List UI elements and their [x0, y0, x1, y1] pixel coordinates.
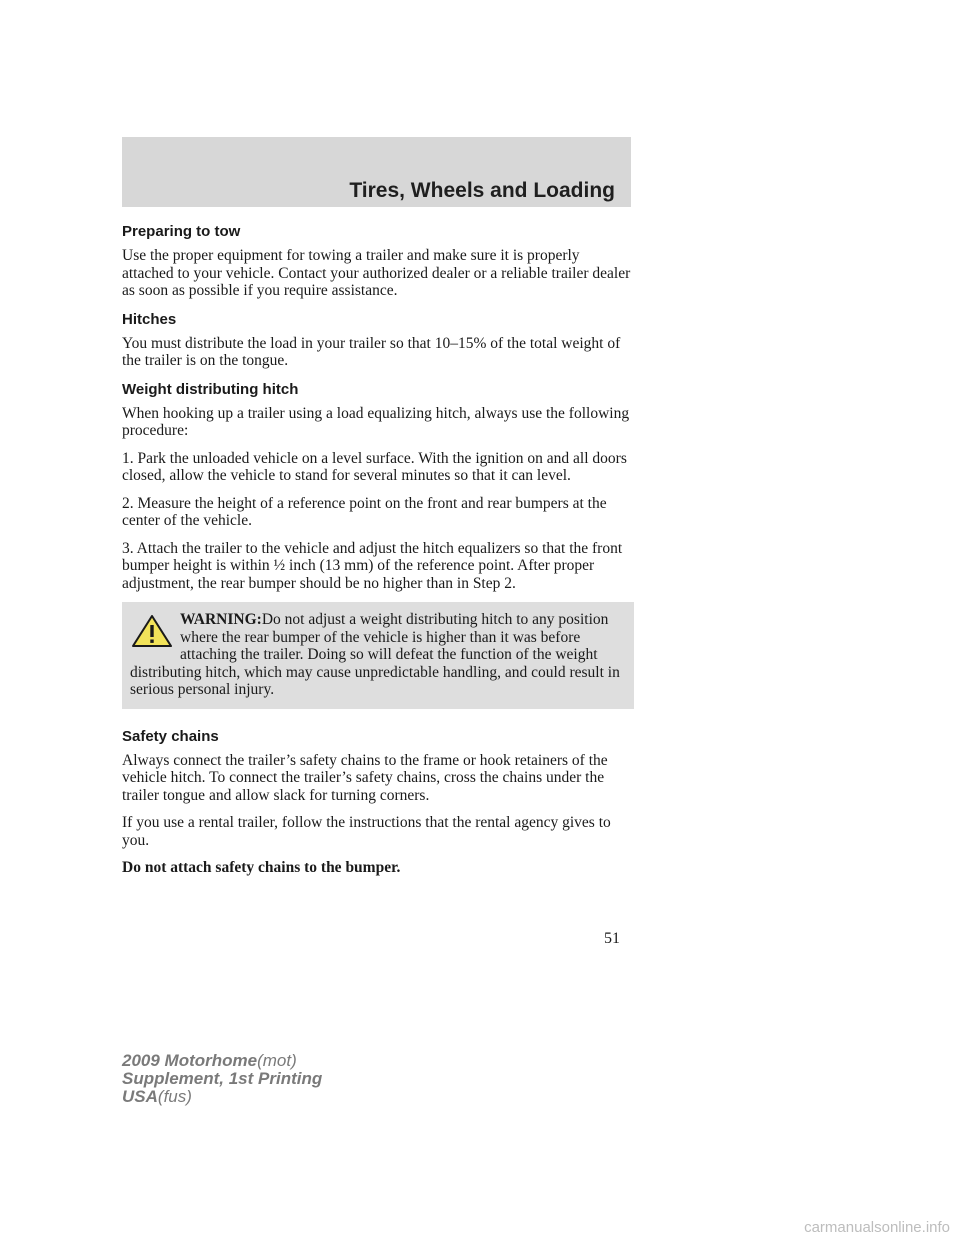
footer-line-1 — [122, 1052, 322, 1070]
paragraph-safety-1: Always connect the trailer’s safety chains to the frame or hook retainers of the vehicle hitch. To connect the trailer’s safety chains, cross the chains under the trailer tongue and allow slack for turning corners. — [122, 751, 608, 804]
section-title: Tires, Wheels and Loading — [349, 179, 615, 202]
footer-region: USA — [122, 1087, 158, 1106]
warning-text: Do not adjust a weight distributing hitch to any position where the rear bumper of the vehicle is higher than it was before attaching the trailer. Doing so will defeat the function of the weight distributing hitch, which may cause unpredictable handling, and could result in serious personal injury. — [130, 611, 620, 698]
paragraph-hitches: You must distribute the load in your trailer so that 10–15% of the total weight of the trailer is on the tongue. — [122, 334, 621, 369]
print-footer — [122, 1052, 322, 1106]
heading-safety-chains: Safety chains — [122, 727, 219, 745]
watermark: carmanualsonline.info — [804, 1219, 950, 1236]
page-number: 51 — [604, 930, 620, 947]
footer-region-code: (fus) — [157, 1087, 192, 1106]
heading-preparing-to-tow: Preparing to tow — [122, 223, 241, 240]
paragraph-safety-2: If you use a rental trailer, follow the instructions that the rental agency gives to you. — [122, 814, 611, 849]
step-1: 1. Park the unloaded vehicle on a level surface. With the ignition on and all doors closed, allow the vehicle to stand for several minutes so that it can level. — [122, 449, 627, 484]
paragraph-weight-intro: When hooking up a trailer using a load equalizing hitch, always use the following procedure: — [122, 404, 630, 439]
warning-text-block — [130, 611, 626, 699]
warning-label: WARNING: — [180, 611, 262, 628]
paragraph-preparing: Use the proper equipment for towing a trailer and make sure it is properly attached to your vehicle. Contact your authorized dealer or a reliable trailer dealer as soon as possible if you require assistance. — [122, 247, 631, 299]
warning-box — [122, 602, 634, 709]
footer-line-3 — [122, 1088, 322, 1106]
footer-line-2: Supplement, 1st Printing — [122, 1069, 323, 1088]
page-content — [122, 222, 634, 887]
step-3: 3. Attach the trailer to the vehicle and adjust the hitch equalizers so that the front bumper height is within ½ inch (13 mm) of the reference point. After proper adjustment, the rear bumper should be no higher than in Step 2. — [122, 539, 623, 592]
safety-bold-note: Do not attach safety chains to the bumper. — [122, 859, 401, 876]
heading-hitches: Hitches — [122, 310, 177, 328]
heading-weight-distributing-hitch: Weight distributing hitch — [122, 380, 299, 398]
footer-model-code: (mot) — [257, 1051, 297, 1070]
step-2: 2. Measure the height of a reference point on the front and rear bumpers at the center of the vehicle. — [122, 494, 607, 529]
footer-model: 2009 Motorhome — [122, 1051, 258, 1070]
warning-triangle-icon — [130, 613, 174, 649]
section-header-band — [122, 137, 631, 207]
